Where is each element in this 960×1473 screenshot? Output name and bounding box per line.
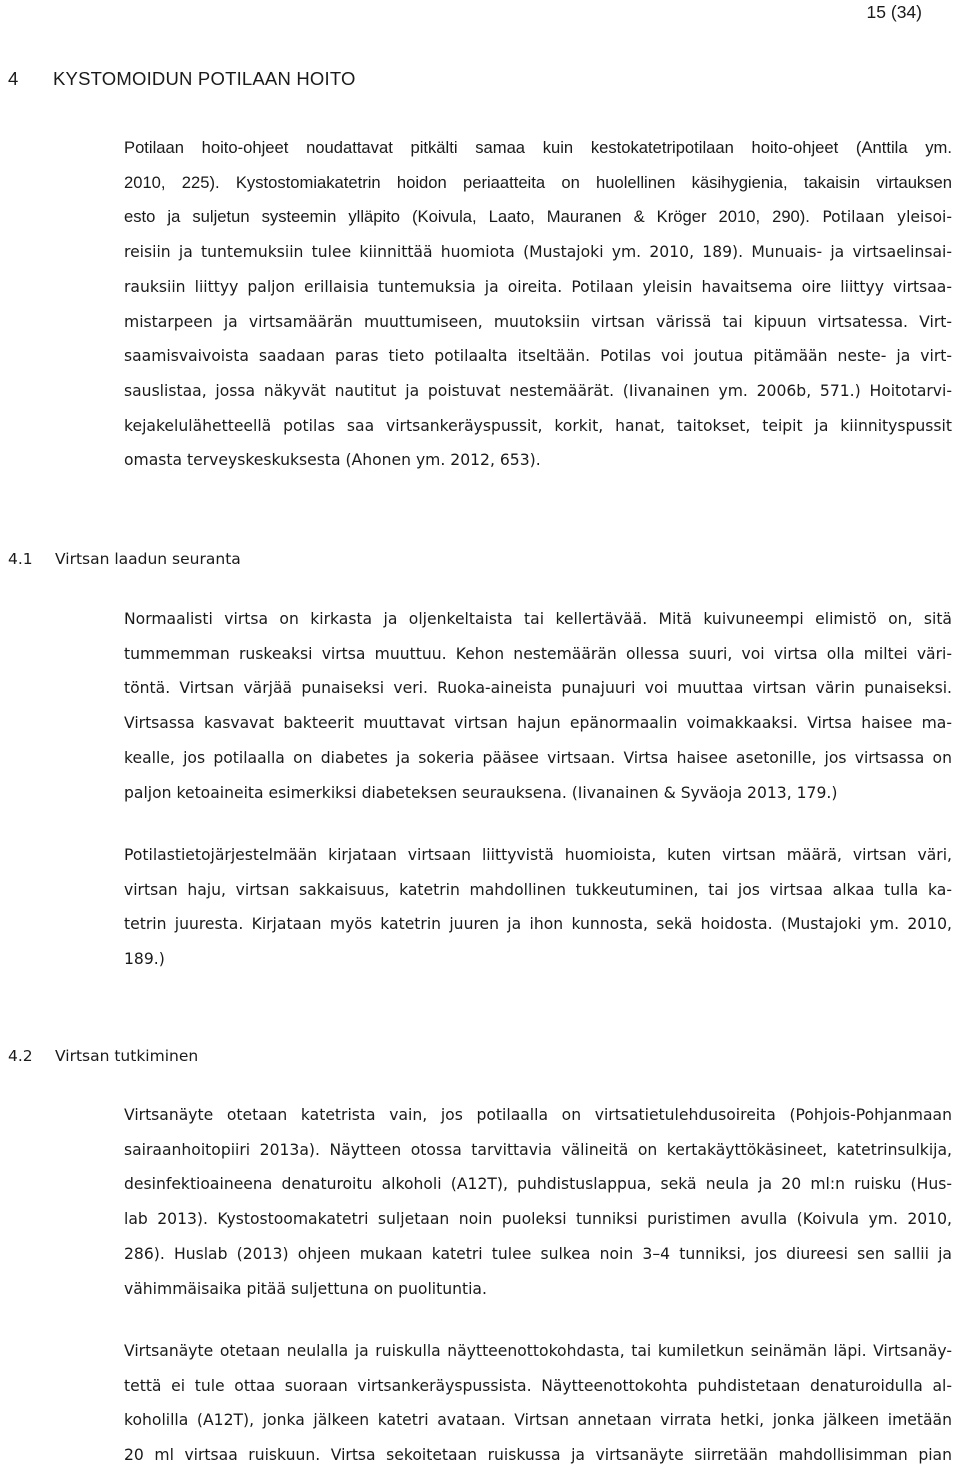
page-number: 15 (34) [866,2,922,22]
section-title: Virtsan tutkiminen [55,1047,199,1065]
section-number: 4.1 [8,550,33,568]
paragraph-line [124,305,952,340]
paragraph-sampling-method [124,1334,952,1473]
section-heading-4-1 [8,550,241,568]
line-segment: Potilaan yleisin havaitsema oire liittyy virtsaa- [571,277,952,296]
paragraph-line [124,235,952,270]
line-segment: Potilaan yleisoi- [822,208,952,227]
paragraph-line [124,339,952,374]
paragraph-line: omasta terveyskeskuksesta (Ahonen ym. 2012, 653). [124,451,541,470]
paragraph-line: 20 ml virtsaa ruiskuun. Virtsa sekoitetaan ruiskussa ja virtsanäyte siirretään mahdollisimman pian [124,1446,952,1465]
chapter-title: KYSTOMOIDUN POTILAAN HOITO [53,68,356,89]
paragraph-line: töntä. Virtsan värjää punaiseksi veri. Ruoka-aineista punajuuri voi muuttaa virtsan värin punaiseksi. [124,679,952,698]
paragraph-line: Normaalisti virtsa on kirkasta ja oljenkeltaista tai kellertävää. Mitä kuivuneempi elimistö on, sitä [124,610,952,628]
paragraph-recording [124,838,952,977]
paragraph-line [124,374,952,409]
section-title: Virtsan laadun seuranta [55,550,241,568]
paragraph-line: kejakelulähetteellä potilas saa virtsankeräyspussit, korkit, hanat, taitokset, teipit ja kiinnityspussit [124,416,952,435]
paragraph-line: Virtsassa kasvavat bakteerit muuttavat virtsan hajun epänormaalin voimakkaaksi. Virtsa haisee ma- [124,714,952,733]
paragraph-line: koholilla (A12T), jonka jälkeen katetri avataan. Virtsan annetaan virrata hetki, jonka jälkeen imetään [124,1411,952,1430]
line-segment: Hoitotarvi- [869,381,952,400]
paragraph-line: tetrin juuresta. Kirjataan myös katetrin juuren ja ihon kunnosta, sekä hoidosta. (Mustajoki ym. 2010, [124,915,952,934]
paragraph-line [124,270,952,305]
line-segment: mistarpeen ja virtsamäärän muuttumiseen, muutoksiin virtsan värissä tai kipuun virtsatessa. [124,312,909,331]
paragraph-line: lab 2013). Kystostoomakatetri suljetaan noin puoleksi tunniksi puristimen avulla (Koivula ym. 2010, [124,1210,952,1229]
chapter-heading [8,68,356,90]
paragraph-line: kealle, jos potilaalla on diabetes ja sokeria pääsee virtsaan. Virtsa haisee asetonille, jos virtsassa on [124,748,952,767]
paragraph-line: paljon ketoaineita esimerkiksi diabeteksen seurauksena. (Iivanainen & Syväoja 2013, 179.) [124,783,838,802]
line-segment: rauksiin liittyy paljon erillaisia tuntemuksia ja oireita. [124,277,563,296]
line-segment: esto ja suljetun systeemin ylläpito (Koivula, Laato, Mauranen & Kröger 2010, 290). [124,207,810,227]
paragraph-line: tettä ei tule ottaa suoraan virtsankeräyspussista. Näytteenottokohta puhdistetaan denaturoidulla al- [124,1376,952,1395]
line-segment: Virt- [919,312,952,331]
line-segment: reisiin ja tuntemuksiin tulee kiinnittää huomiota (Mustajoki ym. 2010, 189). [124,243,744,262]
paragraph-line: virtsan haju, virtsan sakkaisuus, katetrin mahdollinen tukkeutuminen, tai jos virtsaa alkaa tulla ka- [124,880,952,899]
paragraph-line [124,200,952,235]
line-segment: sauslistaa, jossa näkyvät nautitut ja poistuvat nestemäärät. (Iivanainen ym. 2006b, 571.) [124,381,861,400]
paragraph-care-instructions [124,131,952,478]
chapter-number: 4 [8,68,19,89]
paragraph-line: Potilastietojärjestelmään kirjataan virtsaan liittyvistä huomioista, kuten virtsan määrä, virtsan väri, [124,846,952,864]
paragraph-urine-sample [124,1098,952,1306]
paragraph-line: 189.) [124,950,165,969]
paragraph-line: Virtsanäyte otetaan katetrista vain, jos potilaalla on virtsatietulehdusoireita (Pohjois-Pohjanmaan [124,1106,952,1124]
section-number: 4.2 [8,1047,33,1065]
paragraph-line: desinfektioaineena denaturoitu alkoholi (A12T), puhdistuslappua, sekä neula ja 20 ml:n ruisku (Hus- [124,1175,952,1194]
paragraph-line: Virtsanäyte otetaan neulalla ja ruiskulla näytteenottokohdasta, tai kumiletkun seinämän läpi. Virtsanäy- [124,1342,952,1360]
line-segment: saamisvaivoista saadaan paras tieto potilaalta itseltään. [124,347,591,366]
paragraph-line: vähimmäisaika pitää suljettuna on puolituntia. [124,1279,487,1298]
line-segment: Potilas voi joutua pitämään neste- ja virt- [600,347,952,366]
line-segment: Munuais- ja virtsaelinsai- [751,243,952,262]
section-heading-4-2 [8,1047,198,1065]
paragraph-urine-quality [124,602,952,810]
paragraph-line: tummemman ruskeaksi virtsa muuttuu. Kehon nestemäärän ollessa suuri, voi virtsa olla miltei väri- [124,644,952,663]
paragraph-line: Potilaan hoito-ohjeet noudattavat pitkälti samaa kuin kestokatetripotilaan hoito-ohjeet (Anttila ym. [124,138,952,157]
paragraph-line: 286). Huslab (2013) ohjeen mukaan katetri tulee sulkea noin 3–4 tunniksi, jos diureesi sen sallii ja [124,1244,952,1263]
paragraph-line: 2010, 225). Kystostomiakatetrin hoidon periaatteita on huolellinen käsihygienia, takaisin virtauksen [124,172,952,192]
paragraph-line: sairaanhoitopiiri 2013a). Näytteen otossa tarvittavia välineitä on kertakäyttökäsineet, katetrinsulkija, [124,1140,952,1159]
